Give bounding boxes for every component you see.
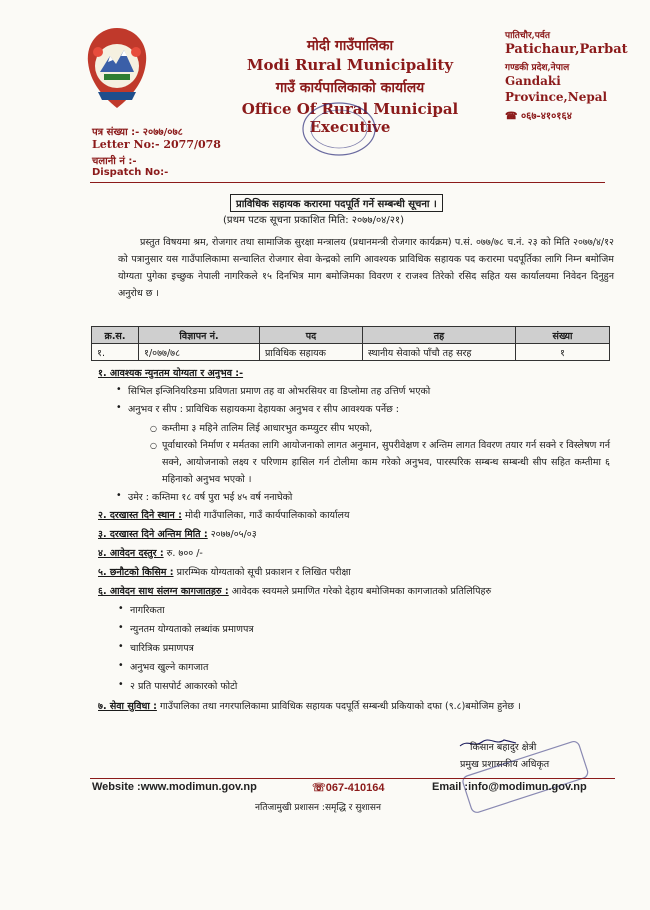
cao-seal-stamp (450, 730, 600, 822)
vacancy-table (91, 326, 610, 361)
section-4 (98, 546, 203, 559)
document-list-item: • अनुभव खुल्ने कागजात (130, 660, 208, 673)
table-cell: स्थानीय सेवाको पाँचौ तह सरह (363, 344, 516, 361)
qualification-bullet: • सिभिल इन्जिनियरिङमा प्रविणता प्रमाण तह वा ओभरसियर वा डिप्लोमा तह उत्तिर्ण भएको (128, 384, 430, 397)
province-line-en-1: Gandaki (505, 74, 561, 88)
section-2 (98, 508, 349, 521)
header-divider (90, 182, 605, 183)
municipality-name-en: Modi Rural Municipality (246, 56, 454, 74)
document-list-item: • नागरिकता (130, 603, 165, 616)
province-line-np: गण्डकी प्रदेश,नेपाल (505, 63, 570, 73)
table-header: क्र.स. (92, 327, 139, 344)
phone-header-value: ०६७-४१०१६४ (520, 111, 572, 122)
signatory-name: किसान बहादुर क्षेत्री (470, 742, 537, 753)
province-line-en-2: Province,Nepal (505, 90, 608, 104)
section-1-label: १. आवश्यक न्युनतम योग्यता र अनुभव :- (98, 368, 244, 379)
footer-phone (312, 781, 385, 794)
section-4-value: रु. ७०० /- (166, 548, 203, 559)
table-cell: १/०७७/७८ (139, 344, 260, 361)
table-row (92, 344, 610, 361)
section-3 (98, 527, 257, 540)
section-2-label: २. दरखास्त दिने स्थान : (98, 510, 182, 521)
office-seal-stamp (300, 100, 378, 158)
section-2-value: मोदी गाउँपालिका, गाउँ कार्यपालिकाको कार्यालय (184, 510, 350, 521)
footer-website[interactable]: Website :www.modimun.gov.np (92, 781, 257, 793)
section-7 (98, 698, 608, 715)
section-6-value: आवेदक स्वयमले प्रमाणित गरेको देहाय बमोजिमका कागजातको प्रतिलिपिहरु (231, 586, 492, 597)
office-name-en: Office Of Rural Municipal Executive (241, 100, 459, 136)
document-list-item: • न्युनतम योग्यताको लब्धांक प्रमाणपत्र (130, 622, 254, 635)
age-bullet: • उमेर : कम्तिमा १८ वर्ष पुरा भई ४५ वर्ष ननाघेको (128, 490, 292, 503)
document-list-item: • चारित्रिक प्रमाणपत्र (130, 641, 194, 654)
notice-body: प्रस्तुत विषयमा श्रम, रोजगार तथा सामाजिक सुरक्षा मन्त्रालय (प्रधानमन्त्री रोजगार कार्यक्रम) प.सं. ०७७/७८ च.नं. २३ को मिति २०७७/४/१२ को पत्रानुसार यस गाउँपालिकामा सन्चालित रोजगार सेवा केन्द्रको लागि आवश्यक प्राविधिक सहायक पद करारमा पदपूर्तिका लागि निम्न बमोजिम योग्यता पुगेका इच्छुक नेपाली नागरिकले १५ दिनभित्र माग बमोजिमका विवरण र राजश्व तिरेको रसिद सहित यस कार्यालयमा निवेदन दिनुहुन अनुरोध छ । (118, 237, 614, 299)
footer-slogan: नतिजामुखी प्रशासन :समृद्धि र सुशासन (255, 803, 381, 813)
nepal-emblem-logo (78, 22, 156, 112)
table-header: तह (363, 327, 516, 344)
address-line-en: Patichaur,Parbat (505, 42, 628, 57)
experience-bullet: • अनुभव र सीप : प्राविधिक सहायकमा देहायका अनुभव र सीप आवश्यक पर्नेछ : (128, 402, 399, 415)
table-cell: १. (92, 344, 139, 361)
letter-no-en: Letter No:- 2077/078 (92, 138, 221, 151)
section-4-label: ४. आवेदन दस्तुर : (98, 548, 164, 559)
document-list-item: • २ प्रति पासपोर्ट आकारको फोटो (130, 679, 237, 692)
table-cell: प्राविधिक सहायक (260, 344, 363, 361)
section-6-label: ६. आवेदन साथ संलग्न कागजातहरु : (98, 586, 229, 597)
table-header: संख्या (516, 327, 610, 344)
letter-no-np: पत्र संख्या :- २०७७/०७८ (92, 127, 183, 138)
section-1-title (98, 366, 243, 379)
footer-email[interactable]: Email :info@modimun.gov.np (432, 781, 587, 793)
table-header: पद (260, 327, 363, 344)
table-header: विज्ञापन नं. (139, 327, 260, 344)
section-7-label: ७. सेवा सुविधा : (98, 701, 157, 712)
notice-subject: प्राविधिक सहायक करारमा पदपूर्ति गर्ने सम्बन्धी सूचना । (230, 194, 443, 212)
section-5-value: प्रारम्भिक योग्यताको सूची प्रकाशन र लिखित परीक्षा (176, 567, 351, 578)
address-line-np: पातिचौर,पर्वत (505, 31, 551, 41)
section-5 (98, 565, 351, 578)
phone-icon: ☏ (312, 782, 326, 794)
footer-phone-value: 067-410164 (325, 782, 385, 794)
dispatch-no-en: Dispatch No:- (92, 167, 169, 178)
experience-item: ○ पूर्वाधारको निर्माण र मर्मतका लागि आयोजनाको लागत अनुमान, सुपरीवेक्षण र अन्तिम लागत विवरण तयार गर्न सक्ने र विस्लेषण गर्न सक्ने, आयोजनाको लक्ष्य र परिणाम हासिल गर्न टोलीमा काम गरेको अनुभव, पारस्परिक सम्बन्ध सम्बन्धी सीप सहित कम्तीमा ६ महिनाको अनुभव भएको । (162, 437, 610, 488)
section-6 (98, 584, 491, 597)
municipality-name-np: मोदी गाउँपालिका (306, 38, 394, 54)
table-header-row (92, 327, 610, 344)
footer-divider (90, 778, 615, 779)
phone-header (505, 108, 572, 122)
signatory-title: प्रमुख प्रशासकीय अधिकृत (460, 759, 550, 770)
section-5-label: ५. छनौटको किसिम : (98, 567, 174, 578)
phone-icon: ☎ (505, 111, 518, 122)
office-name-np: गाउँ कार्यपालिकाको कार्यालय (275, 80, 425, 96)
section-7-value: गाउँपालिका तथा नगरपालिकामा प्राविधिक सहायक पदपूर्ति सम्बन्धी प्रकियाको दफा (९.८)बमोजिम हुनेछ । (159, 701, 521, 712)
table-cell: १ (516, 344, 610, 361)
section-3-value: २०७७/०५/०३ (210, 529, 257, 540)
section-3-label: ३. दरखास्त दिने अन्तिम मिति : (98, 529, 208, 540)
notice-published-date: (प्रथम पटक सूचना प्रकाशित मिति: २०७७/०४/२१) (223, 215, 405, 226)
dispatch-no-np: चलानी नं :- (92, 156, 137, 167)
experience-item: ○ कम्तीमा ३ महिने तालिम लिई आधारभुत कम्प्युटर सीप भएको, (162, 420, 602, 437)
